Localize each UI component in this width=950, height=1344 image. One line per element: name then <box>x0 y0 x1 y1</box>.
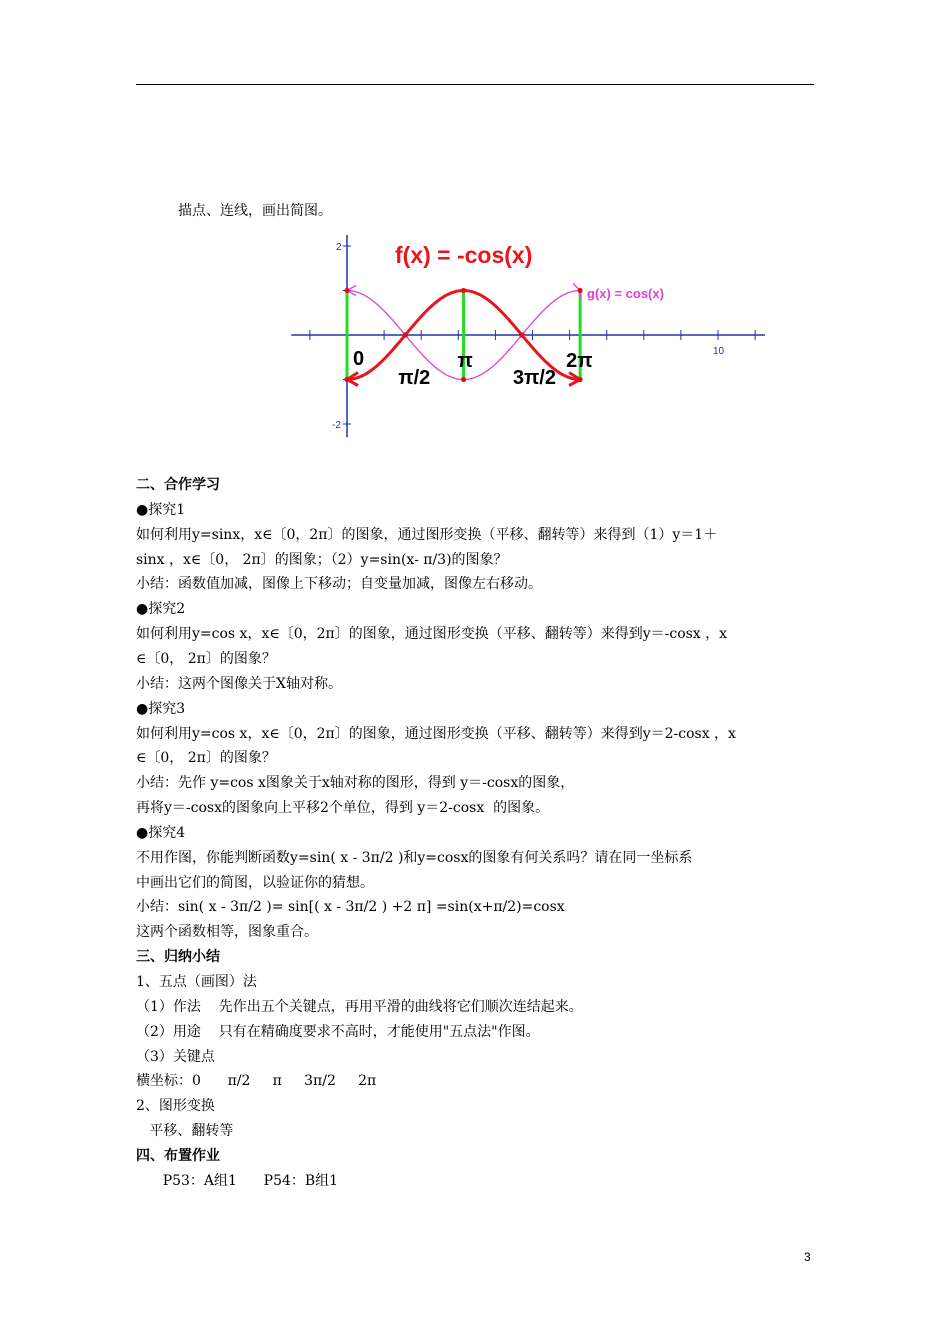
text-line: ●探究4 <box>136 824 186 841</box>
section-heading: 二、合作学习 <box>136 477 220 493</box>
text-line: P53：A组1 P54：B组1 <box>136 1172 339 1189</box>
text-line: ●探究1 <box>136 501 186 518</box>
text-line: 2、图形变换 <box>136 1098 215 1115</box>
g-data-point <box>461 377 466 382</box>
text-line: 如何利用y=cos x，x∈〔0，2π〕的图象，通过图形变换（平移、翻转等）来得到y＝2-cosx ，x <box>136 725 736 742</box>
text-line: ∈〔0， 2π〕的图象？ <box>136 750 276 767</box>
f-data-point <box>578 377 583 382</box>
text-line: 再将y＝-cosx的图象向上平移2个单位，得到 y＝2-cosx 的图象。 <box>136 800 550 817</box>
text-line: 小结：这两个图像关于X轴对称。 <box>136 675 342 692</box>
f-data-point <box>344 377 349 382</box>
key-label-3pi-over-2: 3π/2 <box>512 367 556 389</box>
text-line: （3）关键点 <box>136 1048 215 1065</box>
y-tick-label: -2 <box>332 420 341 431</box>
text-line: 平移、翻转等 <box>136 1123 234 1140</box>
y-tick-label: 2 <box>336 242 342 253</box>
text-line: 这两个函数相等，图象重合。 <box>136 924 318 941</box>
text-line: 横坐标：0 π/2 π 3π/2 2π <box>136 1073 377 1090</box>
section-heading: 三、归纳小结 <box>136 949 220 966</box>
g-data-point <box>344 288 349 293</box>
header-rule <box>136 84 814 85</box>
g-legend-label: g(x) = cos(x) <box>587 286 664 301</box>
g-data-point <box>403 332 408 337</box>
page-number: 3 <box>804 1250 811 1264</box>
cosine-graph <box>285 232 765 442</box>
f-data-point <box>461 288 466 293</box>
key-label-pi: π <box>457 350 473 372</box>
key-label-pi-over-2: π/2 <box>398 367 431 389</box>
text-line: ●探究3 <box>136 700 186 717</box>
f-legend-label: f(x) = -cos(x) <box>395 242 533 268</box>
section-heading: 四、布置作业 <box>136 1147 220 1164</box>
text-line: 如何利用y=cos x，x∈〔0，2π〕的图象，通过图形变换（平移、翻转等）来得到y＝-cosx ，x <box>136 626 728 643</box>
text-line: 小结：先作 y=cos x图象关于x轴对称的图形，得到 y＝-cosx的图象， <box>136 775 575 792</box>
text-line: 不用作图，你能判断函数y=sin( x - 3π/2 )和y=cosx的图象有何关系吗？请在同一坐标系 <box>136 849 693 866</box>
key-label-2pi: 2π <box>566 350 593 372</box>
text-line: ●探究2 <box>136 601 186 618</box>
key-label-0: 0 <box>353 348 365 370</box>
x-tick-label: 10 <box>713 346 725 357</box>
text-line: （1）作法 先作出五个关键点，再用平滑的曲线将它们顺次连结起来。 <box>136 998 583 1015</box>
g-data-point <box>519 332 524 337</box>
text-line: 小结：sin( x - 3π/2 )= sin[( x - 3π/2 ) +2 π] =sin(x+π/2)=cosx <box>136 899 565 916</box>
text-line: 如何利用y=sinx，x∈〔0，2π〕的图象，通过图形变换（平移、翻转等）来得到（1）y＝1＋ <box>136 526 718 543</box>
text-line: ∈〔0， 2π〕的图象？ <box>136 650 276 667</box>
text-line: 小结：函数值加减，图像上下移动；自变量加减，图像左右移动。 <box>136 576 542 593</box>
g-data-point <box>578 288 583 293</box>
text-line: sinx ，x∈〔0， 2π〕的图象；（2）y=sin(x- π/3)的图象？ <box>136 551 508 568</box>
text-line: 中画出它们的简图，以验证你的猜想。 <box>136 874 374 891</box>
intro-text: 描点、连线，画出简图。 <box>178 203 332 219</box>
text-line: （2）用途 只有在精确度要求不高时，才能使用"五点法"作图。 <box>136 1023 540 1040</box>
text-line: 1、五点（画图）法 <box>136 974 257 990</box>
